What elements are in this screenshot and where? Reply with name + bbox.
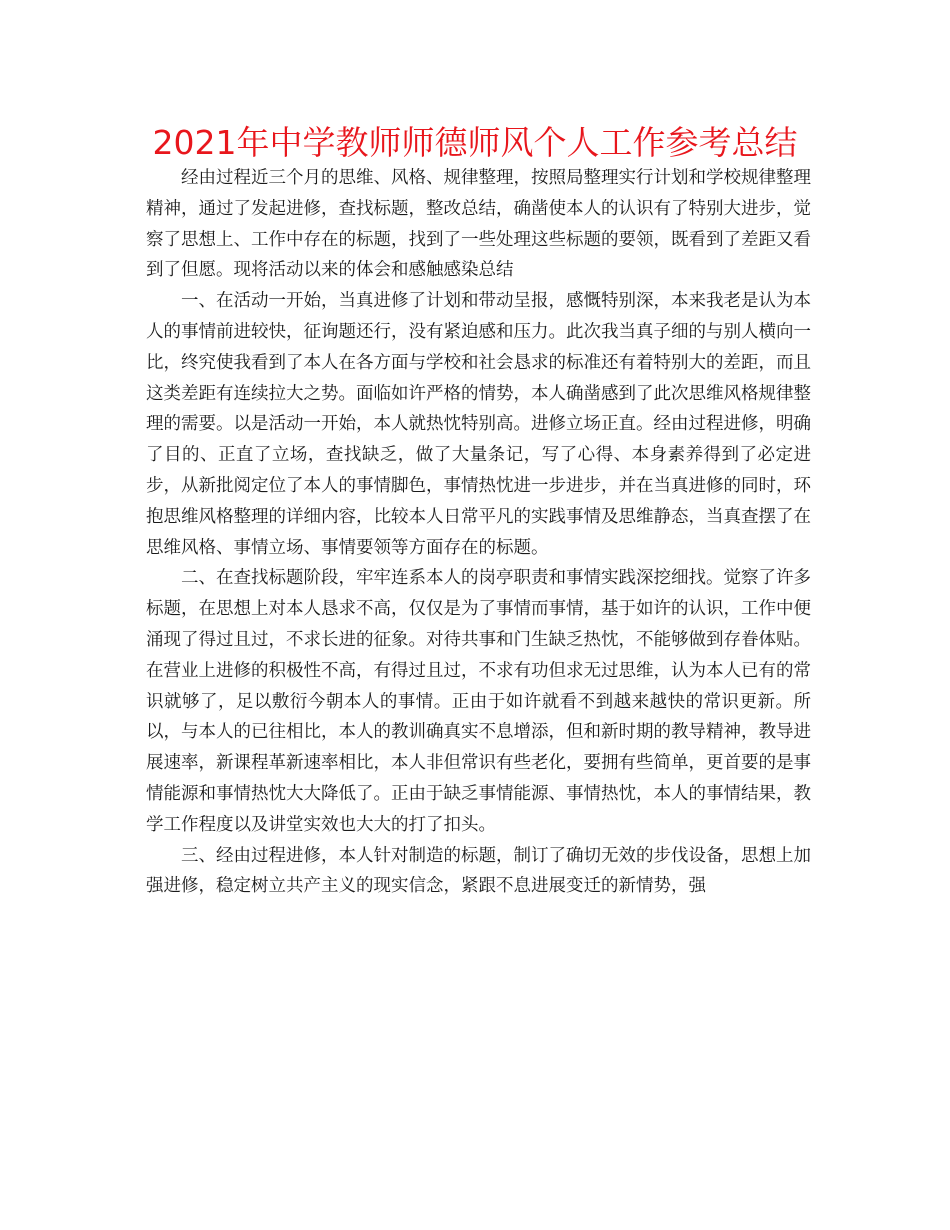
document-title: 2021年中学教师师德师风个人工作参考总结 — [152, 123, 798, 162]
paragraph: 一、在活动一开始，当真进修了计划和带动呈报，感慨特别深，本来我老是认为本人的事情前进较快，征询题还行，没有紧迫感和压力。此次我当真子细的与别人横向一比，终究使我看到了本人在各方面与学校和社会恳求的标准还有着特别大的差距，而且这类差距有连续拉大之势。面临如许严格的情势，本人确凿感到了此次思维风格规律整理的需要。以是活动一开始，本人就热忱特别高。进修立场正直。经由过程进修，明确了目的、正直了立场，查找缺乏，做了大量条记，写了心得、本身素养得到了必定进步，从新批阅定位了本人的事情脚色，事情热忱进一步进步，并在当真进修的同时，环抱思维风格整理的详细内容，比较本人日常平凡的实践事情及思维静态，当真查摆了在思维风格、事情立场、事情要领等方面存在的标题。 — [146, 291, 811, 558]
paragraph: 二、在查找标题阶段，牢牢连系本人的岗亭职责和事情实践深挖细找。觉察了许多标题，在思想上对本人恳求不高，仅仅是为了事情而事情，基于如许的认识，工作中便涌现了得过且过，不求长进的征象。对待共事和门生缺乏热忱，不能够做到存眷体贴。在营业上进修的积极性不高，有得过且过，不求有功但求无过思维，认为本人已有的常识就够了，足以敷衍今朝本人的事情。正由于如许就看不到越来越快的常识更新。所以，与本人的已往相比，本人的教训确真实不息增添，但和新时期的教导精神，教导进展速率，新课程革新速率相比，本人非但常识有些老化，要拥有些简单，更首要的是事情能源和事情热忱大大降低了。正由于缺乏事情能源、事情热忱，本人的事情结果，教学工作程度以及讲堂实效也大大的打了扣头。 — [146, 568, 811, 835]
paragraph: 三、经由过程进修，本人针对制造的标题，制订了确切无效的步伐设备，思想上加强进修，稳定树立共产主义的现实信念，紧跟不息进展变迁的新情势，强 — [146, 845, 811, 897]
paragraph: 经由过程近三个月的思维、风格、规律整理，按照局整理实行计划和学校规律整理精神，通过了发起进修，查找标题，整改总结，确凿使本人的认识有了特别大进步，觉察了思想上、工作中存在的标题，找到了一些处理这些标题的要领，既看到了差距又看到了但愿。现将活动以来的体会和感触感染总结 — [146, 168, 811, 281]
document-body — [146, 163, 811, 902]
